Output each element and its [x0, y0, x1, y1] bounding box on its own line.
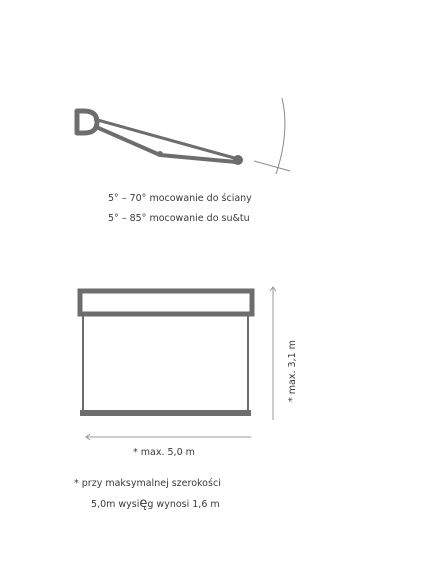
footnote-line-2-start: 5,0m wysi [91, 499, 140, 510]
max-height-label: * max. 3,1 m [287, 340, 298, 402]
wall-mount-angle-caption: 5° – 70° mocowanie do ściany [108, 193, 252, 204]
height-dimension-line [270, 287, 276, 420]
footnote-line-1: * przy maksymalnej szerokości [74, 478, 221, 489]
awning-frame [80, 291, 252, 416]
footnote-line-2-glyph: ę [139, 496, 148, 511]
footnote-line-2-end: g wynosi 1,6 m [147, 499, 220, 510]
max-width-label: * max. 5,0 m [133, 447, 195, 458]
footnote-line-2 [91, 498, 220, 511]
width-dimension-line [86, 434, 251, 440]
ceiling-mount-angle-caption: 5° – 85° mocowanie do su&tu [108, 213, 250, 224]
